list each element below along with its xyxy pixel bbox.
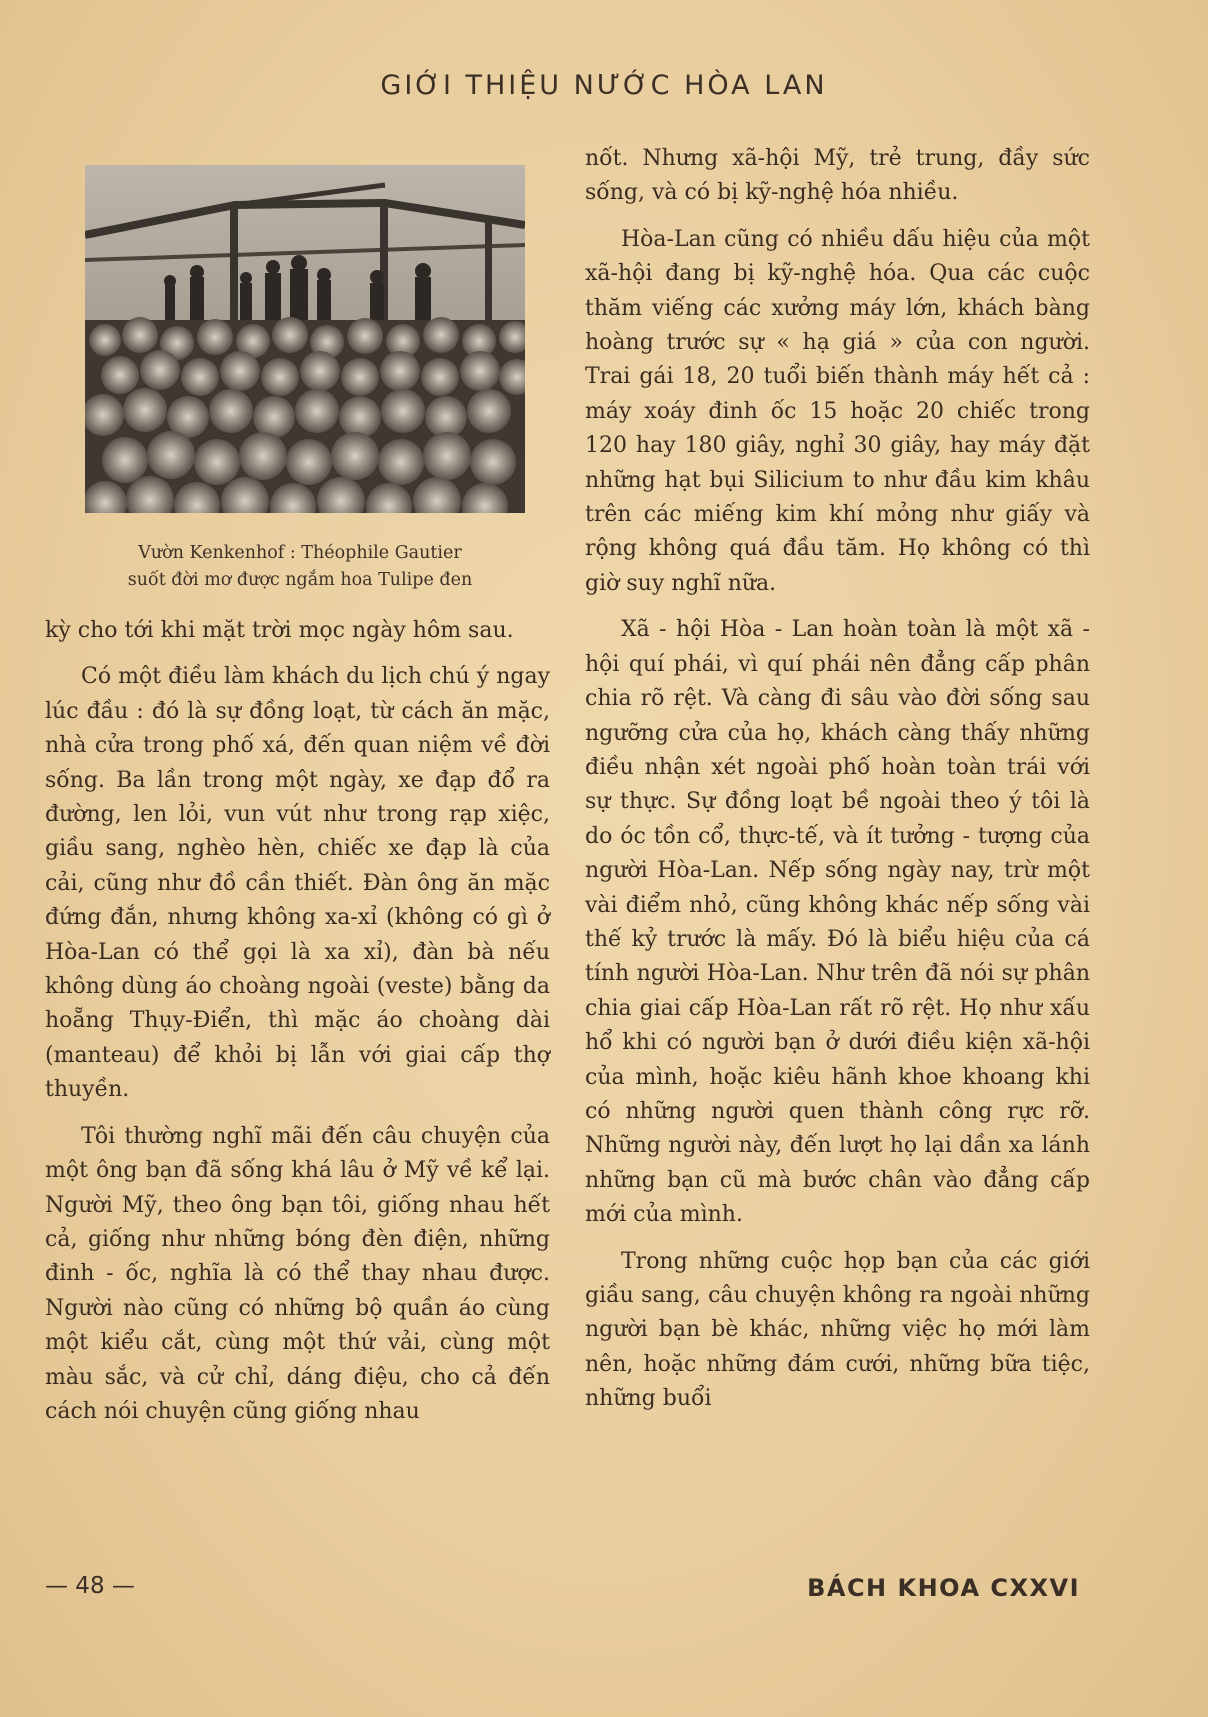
right-paragraph-1: nốt. Nhưng xã-hội Mỹ, trẻ trung, đầy sức sống, và có bị kỹ-nghệ hóa nhiều. [585,146,1090,206]
garden-photo-image [85,165,525,513]
photo-caption-line-2: suốt đời mơ được ngắm hoa Tulipe đen [127,570,473,590]
photo-caption [60,540,540,594]
right-paragraph-4: Trong những cuộc họp bạn của các giới giầu sang, câu chuyện không ra ngoài những người bạn bè khác, những việc họ mới làm nên, hoặc những đám cưới, những bữa tiệc, những buổi [585,1248,1090,1412]
left-paragraph-1: kỳ cho tới khi mặt trời mọc ngày hôm sau. [45,618,514,643]
magazine-footer-title: BÁCH KHOA CXXVI [807,1574,1080,1602]
photo-caption-line-1: Vườn Kenkenhof : Théophile Gautier [138,543,462,563]
page-number: — 48 — [45,1573,135,1599]
right-paragraph-2: Hòa-Lan cũng có nhiều dấu hiệu của một xã-hội đang bị kỹ-nghệ hóa. Qua các cuộc thăm viếng các xưởng máy lớn, khách bàng hoàng trước sự « hạ giá » của con người. Trai gái 18, 20 tuổi biến thành máy hết cả : máy xoáy đinh ốc 15 hoặc 20 chiếc trong 120 hay 180 giây, nghỉ 30 giây, hay máy đặt những hạt bụi Silicium to như đầu kim khâu trên các miếng kim khí mỏng như giấy và rộng không quá đầu tăm. Họ không có thì giờ suy nghĩ nữa. [585,226,1090,596]
page-header-title: GIỚI THIỆU NƯỚC HÒA LAN [380,70,828,101]
right-column [585,142,1090,1429]
right-paragraph-3: Xã - hội Hòa - Lan hoàn toàn là một xã - hội quí phái, vì quí phái nên đẳng cấp phân chia rõ rệt. Và càng đi sâu vào đời sống sau ngưỡng cửa của họ, khách càng thấy những điều nhận xét ngoài phố hoàn toàn trái với sự thực. Sự đồng loạt bề ngoài theo ý tôi là do óc tồn cổ, thực-tế, và ít tưởng - tượng của người Hòa-Lan. Nếp sống ngày nay, trừ một vài điểm nhỏ, cũng không khác nếp sống vài thế kỷ trước là mấy. Đó là biểu hiệu của cá tính người Hòa-Lan. Như trên đã nói sự phân chia giai cấp Hòa-Lan rất rõ rệt. Họ như xấu hổ khi có người bạn ở dưới điều kiện xã-hội của mình, hoặc kiêu hãnh khoe khoang khi có những người quen thành công rực rỡ. Những người này, đến lượt họ lại dần xa lánh những bạn cũ mà bước chân vào đẳng cấp mới của mình. [585,617,1090,1228]
garden-photo [85,165,525,513]
left-column [45,614,550,1441]
left-paragraph-2: Có một điều làm khách du lịch chú ý ngay lúc đầu : đó là sự đồng loạt, từ cách ăn mặc, nhà cửa trong phố xá, đến quan niệm về đời sống. Ba lần trong một ngày, xe đạp đổ ra đường, len lỏi, vun vút như trong rạp xiệc, giầu sang, nghèo hèn, chiếc xe đạp là của cải, cũng như đồ cần thiết. Đàn ông ăn mặc đứng đắn, nhưng không xa-xỉ (không có gì ở Hòa-Lan có thể gọi là xa xỉ), đàn bà nếu không dùng áo choàng ngoài (veste) bằng da hoẵng Thụy-Điển, thì mặc áo choàng dài (manteau) để khỏi bị lẫn với giai cấp thợ thuyền. [45,664,550,1103]
left-paragraph-3: Tôi thường nghĩ mãi đến câu chuyện của một ông bạn đã sống khá lâu ở Mỹ về kể lại. Người Mỹ, theo ông bạn tôi, giống nhau hết cả, giống như những bóng đèn điện, những đinh - ốc, nghĩa là có thể thay nhau được. Người nào cũng có những bộ quần áo cùng một kiểu cắt, cùng một thứ vải, cùng một màu sắc, và cử chỉ, dáng điệu, cho cả đến cách nói chuyện cũng giống nhau [45,1123,550,1424]
